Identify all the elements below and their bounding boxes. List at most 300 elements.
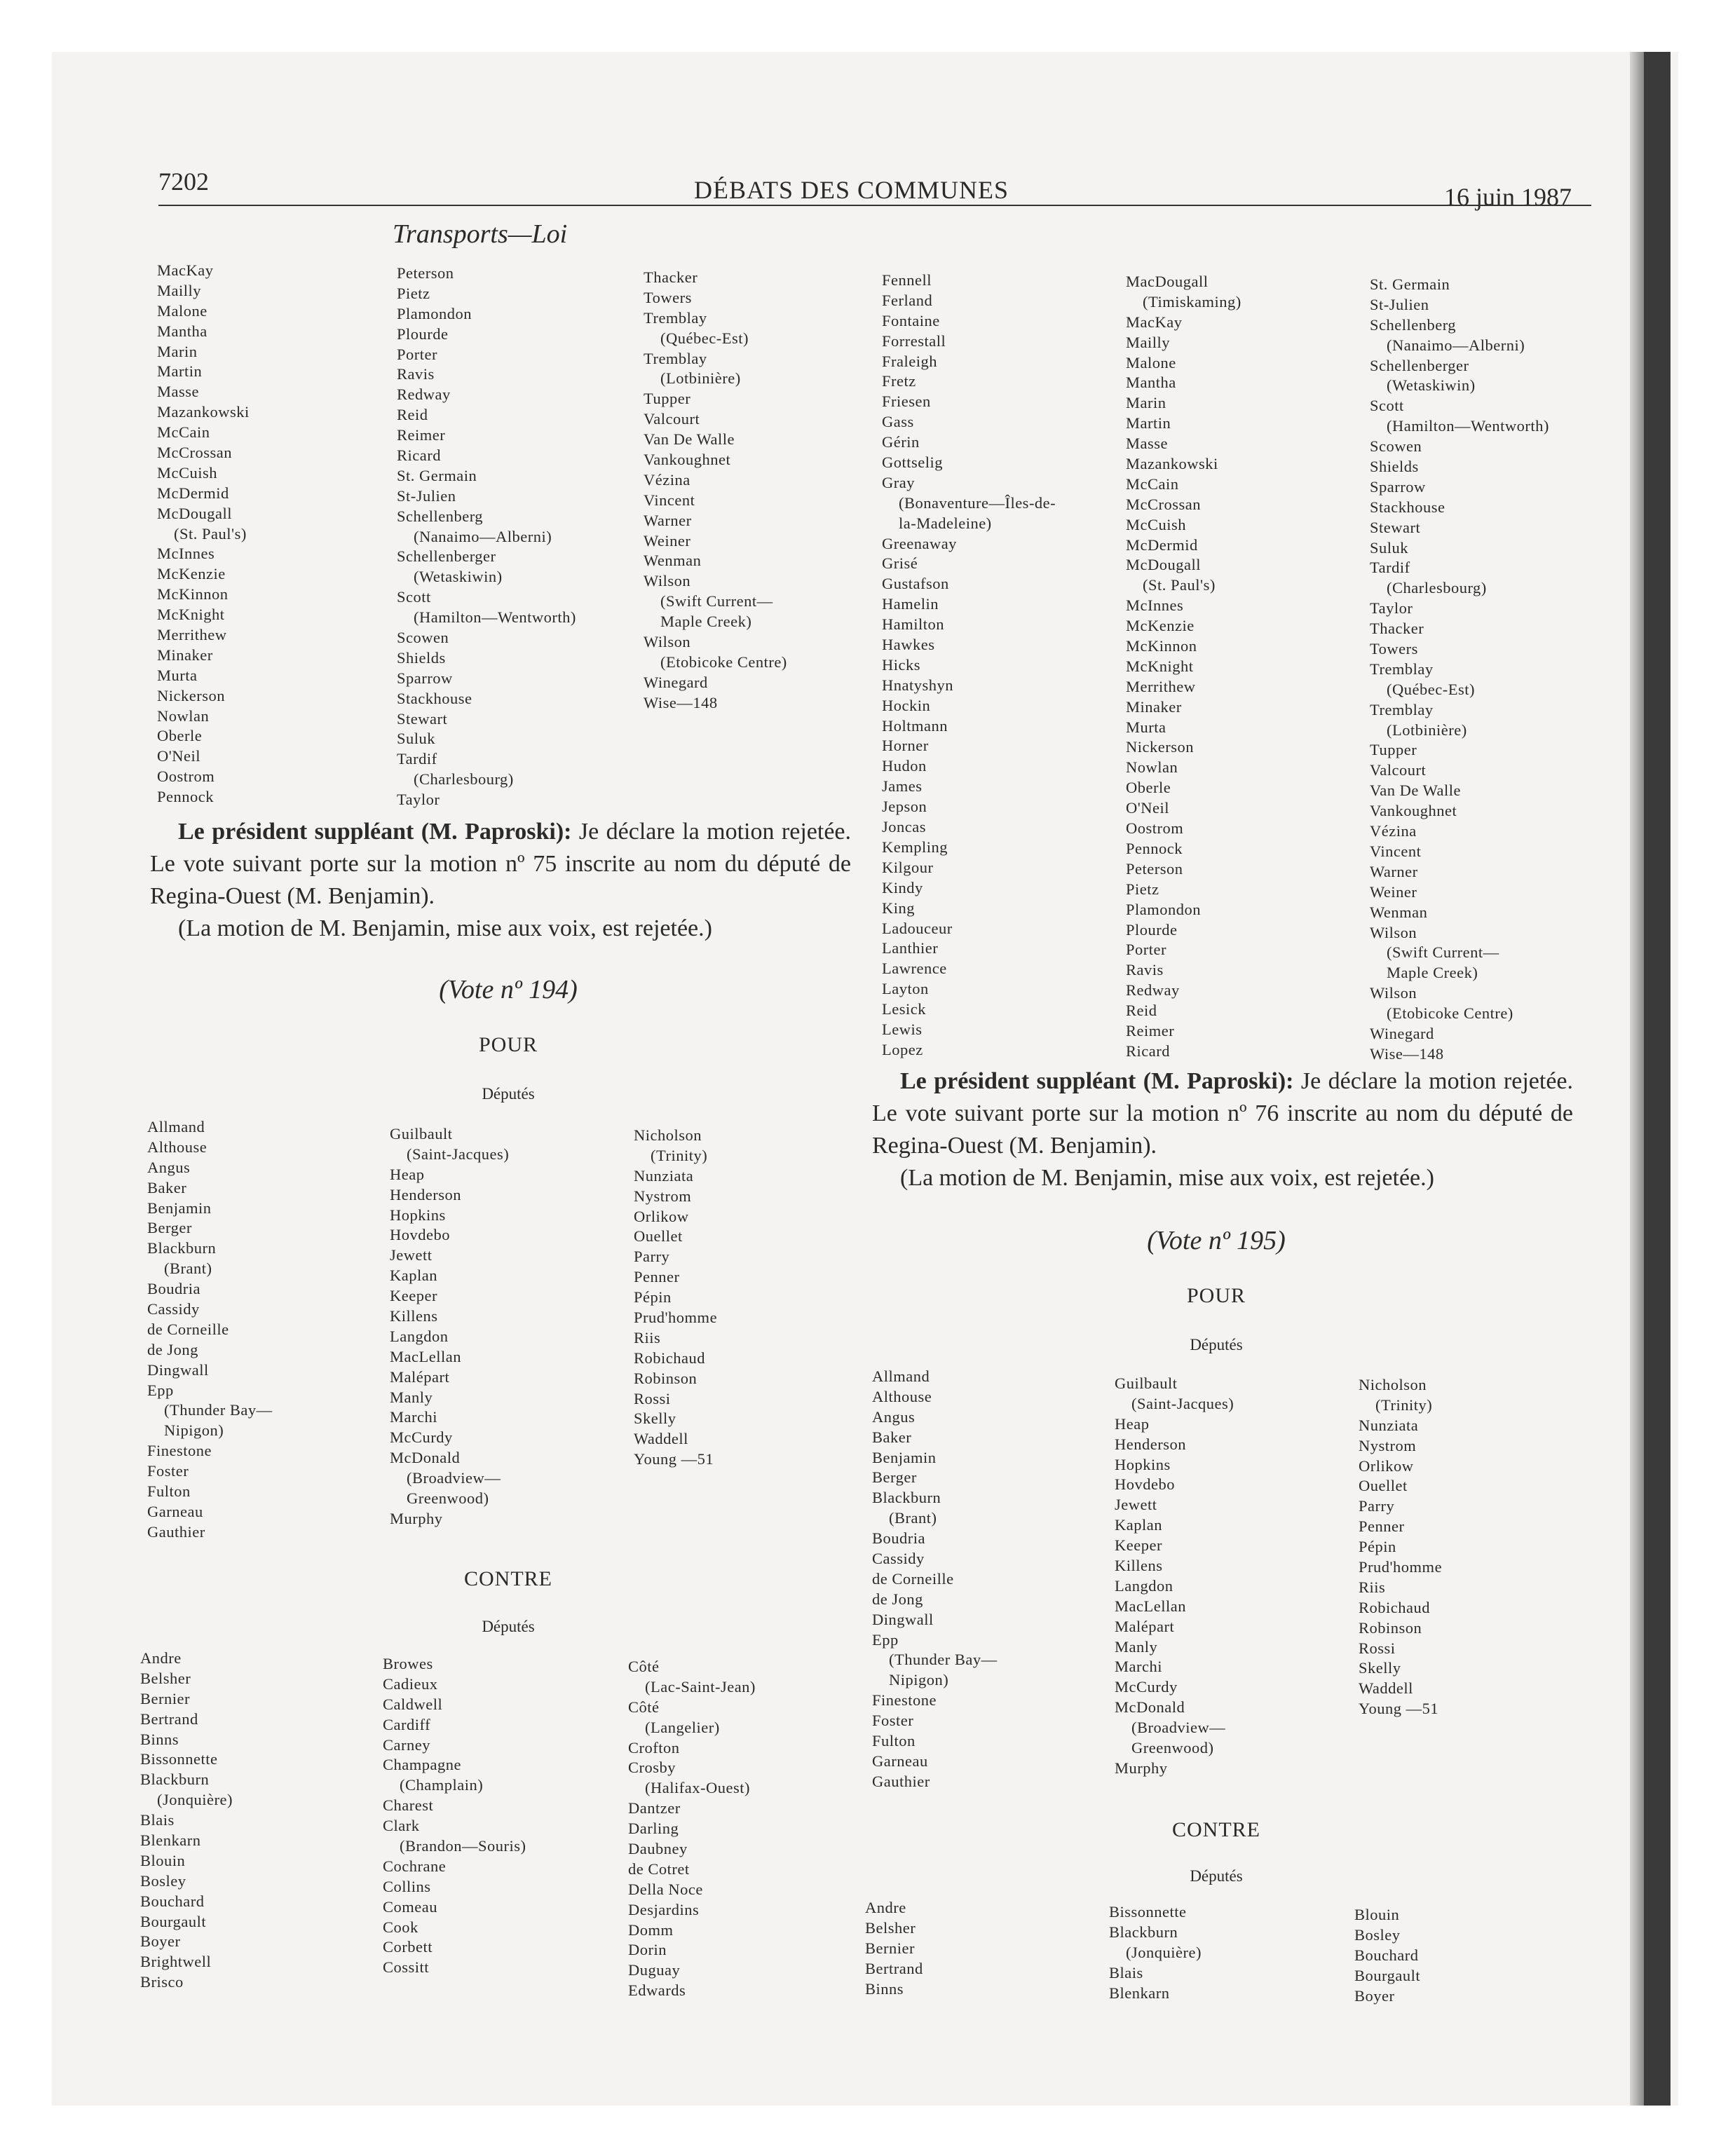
member-name: Tupper xyxy=(1370,741,1417,759)
member-name: Tremblay xyxy=(1370,660,1434,678)
member-name: Young —51 xyxy=(1359,1700,1439,1718)
member-name: Ouellet xyxy=(634,1227,683,1246)
member-name: Lopez xyxy=(882,1040,923,1058)
member-name: Allmand xyxy=(147,1118,205,1135)
member-name: Murphy xyxy=(1115,1759,1168,1777)
member-name: Malone xyxy=(1126,353,1176,371)
member-name: Joncas xyxy=(882,818,926,836)
member-name: Wilson xyxy=(1370,923,1417,941)
member-name: Manly xyxy=(390,1388,433,1406)
member-name: Plamondon xyxy=(397,304,472,322)
deputes-heading: Députés xyxy=(482,1085,535,1103)
member-name: de Corneille xyxy=(147,1320,229,1338)
member-name: Cardiff xyxy=(383,1715,431,1733)
member-name: Wilson xyxy=(644,572,691,590)
member-name: (Lac-Saint-Jean) xyxy=(645,1677,756,1696)
member-name: (St. Paul's) xyxy=(1143,576,1216,594)
member-name: Crosby xyxy=(628,1759,676,1777)
member-name: Boudria xyxy=(147,1280,200,1298)
member-name: Masse xyxy=(157,383,199,401)
member-name: Keeper xyxy=(390,1287,437,1305)
member-name: Minaker xyxy=(157,646,213,664)
member-name: Marin xyxy=(157,342,198,360)
member-name: (Saint-Jacques) xyxy=(407,1145,510,1163)
member-name: Kempling xyxy=(882,838,948,856)
member-name: McInnes xyxy=(157,545,215,563)
member-name: Orlikow xyxy=(634,1207,689,1225)
member-name: Tardif xyxy=(397,750,437,768)
member-name: (Lotbinière) xyxy=(660,369,741,388)
member-name: McKinnon xyxy=(157,585,229,603)
member-name: Cassidy xyxy=(872,1550,925,1568)
names-column xyxy=(865,1898,923,1999)
member-name: Merrithew xyxy=(157,626,227,644)
binding-edge xyxy=(1644,52,1671,2106)
member-name: Garneau xyxy=(872,1752,928,1770)
member-name: Bosley xyxy=(140,1871,186,1890)
member-name: Plamondon xyxy=(1126,900,1202,918)
names-column xyxy=(1370,275,1549,1065)
page-date: 16 juin 1987 xyxy=(1444,183,1572,211)
member-name: O'Neil xyxy=(1126,799,1170,817)
member-name: Hopkins xyxy=(1115,1455,1171,1473)
member-name: Baker xyxy=(872,1428,912,1446)
member-name: Binns xyxy=(140,1730,179,1748)
member-name: Marchi xyxy=(1115,1658,1162,1676)
member-name: (Champlain) xyxy=(400,1776,484,1794)
member-name: Blenkarn xyxy=(140,1831,201,1850)
member-name: (Québec-Est) xyxy=(1387,680,1475,698)
member-name: Penner xyxy=(1359,1517,1405,1536)
member-name: Nipigon) xyxy=(889,1671,949,1689)
member-name: Cook xyxy=(383,1918,419,1936)
names-column xyxy=(1109,1902,1202,2003)
member-name: Gauthier xyxy=(147,1522,205,1541)
member-name: Porter xyxy=(1126,941,1166,959)
member-name: Baker xyxy=(147,1178,187,1196)
journal-title: DÉBATS DES COMMUNES xyxy=(694,176,1009,204)
member-name: Hovdebo xyxy=(1115,1475,1175,1494)
member-name: Bertrand xyxy=(140,1710,198,1728)
member-name: Robinson xyxy=(1359,1618,1422,1637)
member-name: Bourgault xyxy=(140,1912,207,1930)
member-name: Manly xyxy=(1115,1637,1158,1656)
member-name: (Broadview— xyxy=(1131,1719,1226,1737)
member-name: Heap xyxy=(390,1165,425,1183)
member-name: Warner xyxy=(644,511,692,529)
member-name: James xyxy=(882,777,923,796)
member-name: Tremblay xyxy=(644,349,707,367)
member-name: Killens xyxy=(390,1307,438,1325)
member-name: (Brant) xyxy=(164,1260,212,1278)
deputes-heading: Députés xyxy=(482,1618,535,1635)
member-name: Duguay xyxy=(628,1961,681,1979)
member-name: Blackburn xyxy=(872,1489,941,1507)
member-name: Corbett xyxy=(383,1938,433,1956)
member-name: Ravis xyxy=(1126,961,1164,979)
member-name: Plourde xyxy=(1126,920,1178,939)
member-name: Guilbault xyxy=(390,1125,453,1142)
member-name: Blackburn xyxy=(147,1239,217,1257)
member-name: Valcourt xyxy=(1370,761,1427,779)
names-column xyxy=(1359,1375,1442,1719)
member-name: Oberle xyxy=(1126,779,1171,797)
member-name: Nickerson xyxy=(1126,738,1194,756)
member-name: Mailly xyxy=(1126,333,1170,351)
member-name: Domm xyxy=(628,1920,674,1939)
member-name: Malépart xyxy=(390,1367,450,1386)
member-name: McCain xyxy=(157,423,210,442)
member-name: Peterson xyxy=(1126,859,1183,878)
member-name: Edwards xyxy=(628,1981,686,2000)
member-name: Dingwall xyxy=(872,1610,934,1628)
member-name: O'Neil xyxy=(157,747,201,765)
member-name: Epp xyxy=(147,1381,174,1399)
member-name: Malépart xyxy=(1115,1617,1175,1635)
member-name: Benjamin xyxy=(147,1199,212,1217)
member-name: MacLellan xyxy=(390,1347,461,1365)
member-name: Nystrom xyxy=(634,1187,692,1205)
member-name: McCrossan xyxy=(1126,495,1201,513)
names-column xyxy=(390,1124,509,1529)
member-name: Sparrow xyxy=(397,669,453,687)
member-name: Pépin xyxy=(1359,1538,1396,1556)
member-name: Bissonnette xyxy=(140,1750,218,1768)
member-name: Greenaway xyxy=(882,534,957,552)
member-name: Wise—148 xyxy=(1370,1044,1444,1063)
member-name: Blouin xyxy=(140,1851,186,1869)
member-name: Reid xyxy=(1126,1002,1157,1020)
member-name: Nicholson xyxy=(1359,1376,1427,1393)
member-name: Tremblay xyxy=(644,308,707,327)
member-name: Oostrom xyxy=(157,767,215,786)
member-name: Darling xyxy=(628,1820,679,1838)
contre-heading: CONTRE xyxy=(464,1567,552,1590)
member-name: McKinnon xyxy=(1126,637,1197,655)
member-name: Porter xyxy=(397,345,437,363)
names-column xyxy=(147,1117,273,1543)
member-name: Vézina xyxy=(1370,822,1417,840)
member-name: Suluk xyxy=(1370,538,1409,557)
member-name: Vézina xyxy=(644,470,690,489)
member-name: McKenzie xyxy=(1126,617,1195,635)
member-name: Gustafson xyxy=(882,575,949,593)
names-column xyxy=(1354,1905,1420,2006)
member-name: Maple Creek) xyxy=(1387,964,1478,982)
member-name: Côté xyxy=(628,1698,660,1716)
speaker-name: Le président suppléant (M. Paproski): xyxy=(178,819,572,845)
member-name: McCuish xyxy=(1126,515,1187,533)
member-name: Blouin xyxy=(1354,1906,1400,1923)
member-name: Hicks xyxy=(882,655,920,674)
member-name: Warner xyxy=(1370,862,1418,880)
member-name: Nowlan xyxy=(1126,758,1178,777)
member-name: (Saint-Jacques) xyxy=(1131,1394,1234,1412)
member-name: Vankoughnet xyxy=(1370,802,1457,820)
member-name: Peterson xyxy=(397,264,454,282)
member-name: Vankoughnet xyxy=(644,451,731,469)
member-name: Maple Creek) xyxy=(660,613,752,631)
member-name: St. Germain xyxy=(397,466,477,484)
member-name: Shields xyxy=(1370,458,1419,476)
member-name: Weiner xyxy=(1370,882,1417,901)
member-name: Brightwell xyxy=(140,1953,212,1971)
member-name: St. Germain xyxy=(1370,275,1450,293)
member-name: Pietz xyxy=(397,284,430,302)
speaker-statement xyxy=(872,1065,1573,1194)
member-name: Tremblay xyxy=(1370,700,1434,718)
member-name: Mantha xyxy=(157,322,207,340)
member-name: Cadieux xyxy=(383,1674,438,1693)
member-name: Guilbault xyxy=(1115,1374,1178,1392)
member-name: Pennock xyxy=(157,788,214,806)
member-name: Gauthier xyxy=(872,1772,930,1790)
member-name: Boudria xyxy=(872,1529,925,1548)
member-name: Murta xyxy=(1126,718,1166,736)
deputes-heading: Députés xyxy=(1190,1867,1243,1885)
member-name: Berger xyxy=(872,1468,917,1487)
member-name: Mazankowski xyxy=(1126,455,1218,473)
member-name: Kaplan xyxy=(390,1267,437,1285)
member-name: Belsher xyxy=(865,1918,916,1937)
member-name: Scowen xyxy=(397,629,449,647)
member-name: Andre xyxy=(865,1899,906,1916)
member-name: Merrithew xyxy=(1126,677,1196,695)
member-name: de Jong xyxy=(147,1340,198,1358)
member-name: Robichaud xyxy=(634,1349,705,1367)
member-name: Benjamin xyxy=(872,1448,937,1466)
member-name: Caldwell xyxy=(383,1695,443,1713)
member-name: Bernier xyxy=(865,1939,915,1957)
member-name: Allmand xyxy=(872,1367,930,1385)
member-name: Stackhouse xyxy=(1370,498,1445,516)
member-name: Lanthier xyxy=(882,939,939,957)
member-name: Tupper xyxy=(644,390,691,408)
member-name: Berger xyxy=(147,1219,192,1237)
member-name: Hnatyshyn xyxy=(882,676,953,694)
member-name: Garneau xyxy=(147,1502,203,1520)
member-name: Taylor xyxy=(397,791,440,809)
member-name: Pennock xyxy=(1126,839,1183,857)
member-name: Shields xyxy=(397,648,446,667)
member-name: Desjardins xyxy=(628,1900,700,1918)
member-name: Tardif xyxy=(1370,559,1410,577)
member-name: Collins xyxy=(383,1877,431,1895)
contre-heading: CONTRE xyxy=(1172,1818,1260,1841)
member-name: (Trinity) xyxy=(1375,1396,1433,1414)
member-name: Redway xyxy=(1126,981,1180,999)
member-name: Mazankowski xyxy=(157,403,250,421)
member-name: Oberle xyxy=(157,727,203,745)
member-name: McDougall xyxy=(1126,556,1201,574)
member-name: McDonald xyxy=(390,1449,461,1467)
member-name: Robinson xyxy=(634,1369,698,1387)
member-name: Greenwood) xyxy=(407,1489,489,1508)
member-name: Cossitt xyxy=(383,1958,430,1977)
member-name: Nunziata xyxy=(1359,1416,1419,1434)
member-name: Cassidy xyxy=(147,1300,200,1318)
member-name: Towers xyxy=(1370,640,1418,658)
member-name: Kaplan xyxy=(1115,1516,1162,1534)
member-name: McCurdy xyxy=(390,1428,453,1447)
member-name: Hovdebo xyxy=(390,1226,450,1244)
member-name: Orlikow xyxy=(1359,1456,1414,1475)
member-name: Gray xyxy=(882,473,915,491)
member-name: Epp xyxy=(872,1630,899,1649)
member-name: Charest xyxy=(383,1796,434,1815)
member-name: Nowlan xyxy=(157,707,210,725)
member-name: (Jonquière) xyxy=(157,1791,233,1809)
member-name: de Jong xyxy=(872,1590,923,1608)
member-name: Ricard xyxy=(397,446,441,465)
member-name: Bouchard xyxy=(1354,1946,1419,1964)
member-name: (Charlesbourg) xyxy=(1387,579,1487,597)
member-name: Murta xyxy=(157,666,198,684)
member-name: (Lotbinière) xyxy=(1387,721,1467,739)
member-name: (Charlesbourg) xyxy=(414,770,514,789)
header-rule xyxy=(158,205,1591,206)
names-column xyxy=(383,1654,526,1978)
member-name: Foster xyxy=(872,1712,914,1730)
member-name: (Jonquière) xyxy=(1126,1943,1202,1961)
member-name: Lawrence xyxy=(882,960,947,978)
member-name: Boyer xyxy=(140,1932,181,1951)
member-name: Friesen xyxy=(882,393,931,411)
motion-result: (La motion de M. Benjamin, mise aux voix, est rejetée.) xyxy=(178,915,712,941)
member-name: Minaker xyxy=(1126,697,1182,716)
member-name: Nipigon) xyxy=(164,1421,224,1440)
names-column xyxy=(872,1367,998,1792)
member-name: Schellenberg xyxy=(1370,315,1457,334)
member-name: MacLellan xyxy=(1115,1597,1186,1615)
member-name: Masse xyxy=(1126,435,1168,453)
member-name: Fraleigh xyxy=(882,352,937,370)
member-name: Towers xyxy=(644,288,692,306)
member-name: Horner xyxy=(882,737,929,755)
member-name: Scowen xyxy=(1370,437,1422,456)
vote-title: (Vote nº 194) xyxy=(439,975,578,1004)
member-name: (Hamilton—Wentworth) xyxy=(414,608,576,627)
member-name: Winegard xyxy=(644,673,708,691)
member-name: Dingwall xyxy=(147,1360,209,1379)
statement-text: Je déclare la motion rejetée. Le vote suivant porte sur la motion nº 75 inscrite au nom du député de Regina-Ouest (M. Benjamin). xyxy=(150,819,851,909)
member-name: McCrossan xyxy=(157,444,232,462)
member-name: (Halifax-Ouest) xyxy=(645,1779,750,1797)
page-number: 7202 xyxy=(158,168,209,196)
names-column xyxy=(1115,1374,1234,1779)
member-name: (Brant) xyxy=(889,1509,937,1527)
member-name: Kilgour xyxy=(882,858,934,876)
member-name: (Etobicoke Centre) xyxy=(660,653,787,671)
member-name: Nicholson xyxy=(634,1126,702,1144)
member-name: Nunziata xyxy=(634,1166,694,1185)
names-column xyxy=(397,264,576,810)
member-name: Heap xyxy=(1115,1414,1150,1433)
member-name: Hamelin xyxy=(882,595,939,613)
member-name: Henderson xyxy=(390,1185,461,1203)
member-name: McKenzie xyxy=(157,565,226,583)
member-name: Vincent xyxy=(1370,842,1422,860)
member-name: Thacker xyxy=(644,268,698,286)
member-name: Ladouceur xyxy=(882,919,953,937)
member-name: Bissonnette xyxy=(1109,1903,1187,1920)
member-name: de Cotret xyxy=(628,1860,690,1878)
statement-text: Je déclare la motion rejetée. Le vote suivant porte sur la motion nº 76 inscrite au nom du député de Regina-Ouest (M. Benjamin). xyxy=(872,1068,1573,1159)
member-name: (Bonaventure—Îles-de- xyxy=(899,493,1056,512)
member-name: Wise—148 xyxy=(644,693,718,711)
member-name: Killens xyxy=(1115,1557,1163,1575)
names-column xyxy=(1126,272,1241,1062)
member-name: (Thunder Bay— xyxy=(889,1651,998,1669)
member-name: (Brandon—Souris) xyxy=(400,1837,526,1855)
member-name: (Nanaimo—Alberni) xyxy=(414,527,552,545)
member-name: Taylor xyxy=(1370,599,1413,618)
member-name: Pietz xyxy=(1126,880,1159,898)
member-name: Blenkarn xyxy=(1109,1984,1170,2002)
member-name: Fretz xyxy=(882,372,916,390)
member-name: Hockin xyxy=(882,696,931,714)
member-name: Schellenberger xyxy=(397,547,496,566)
member-name: (Swift Current— xyxy=(1387,943,1499,962)
member-name: Ravis xyxy=(397,365,435,383)
member-name: Della Noce xyxy=(628,1880,703,1898)
member-name: Parry xyxy=(634,1248,670,1266)
member-name: (Broadview— xyxy=(407,1469,501,1487)
member-name: Parry xyxy=(1359,1497,1395,1515)
member-name: Gérin xyxy=(882,433,920,451)
member-name: Andre xyxy=(140,1649,182,1667)
member-name: Nickerson xyxy=(157,686,225,704)
member-name: Hawkes xyxy=(882,636,935,654)
member-name: Grisé xyxy=(882,554,918,573)
member-name: Martin xyxy=(1126,414,1171,432)
deputes-heading: Députés xyxy=(1190,1336,1243,1353)
member-name: Côté xyxy=(628,1658,660,1675)
member-name: (Hamilton—Wentworth) xyxy=(1387,417,1549,435)
names-column xyxy=(140,1649,233,1993)
member-name: Gass xyxy=(882,413,914,431)
member-name: McCain xyxy=(1126,475,1179,493)
member-name: Riis xyxy=(1359,1578,1386,1596)
member-name: Ricard xyxy=(1126,1042,1170,1060)
member-name: Marin xyxy=(1126,394,1166,412)
member-name: Clark xyxy=(383,1817,420,1835)
member-name: Greenwood) xyxy=(1131,1739,1214,1757)
names-column xyxy=(628,1657,756,2001)
member-name: Ferland xyxy=(882,291,933,309)
member-name: Brisco xyxy=(140,1973,184,1991)
member-name: de Corneille xyxy=(872,1569,954,1588)
member-name: Althouse xyxy=(872,1387,932,1405)
member-name: MacKay xyxy=(1126,313,1183,331)
member-name: Scott xyxy=(1370,397,1404,415)
member-name: Wilson xyxy=(1370,984,1417,1002)
member-name: McKnight xyxy=(1126,657,1194,675)
member-name: Kindy xyxy=(882,878,923,896)
section-subtitle: Transports—Loi xyxy=(393,219,568,249)
member-name: (Nanaimo—Alberni) xyxy=(1387,336,1525,354)
member-name: Weiner xyxy=(644,531,691,550)
member-name: Blackburn xyxy=(140,1770,210,1789)
member-name: Prud'homme xyxy=(1359,1558,1443,1576)
member-name: Lewis xyxy=(882,1020,923,1038)
member-name: Reimer xyxy=(397,426,446,444)
member-name: Bourgault xyxy=(1354,1966,1421,1984)
speaker-statement xyxy=(150,816,851,945)
names-column xyxy=(644,268,787,714)
member-name: Valcourt xyxy=(644,410,700,428)
member-name: Forrestall xyxy=(882,332,946,350)
